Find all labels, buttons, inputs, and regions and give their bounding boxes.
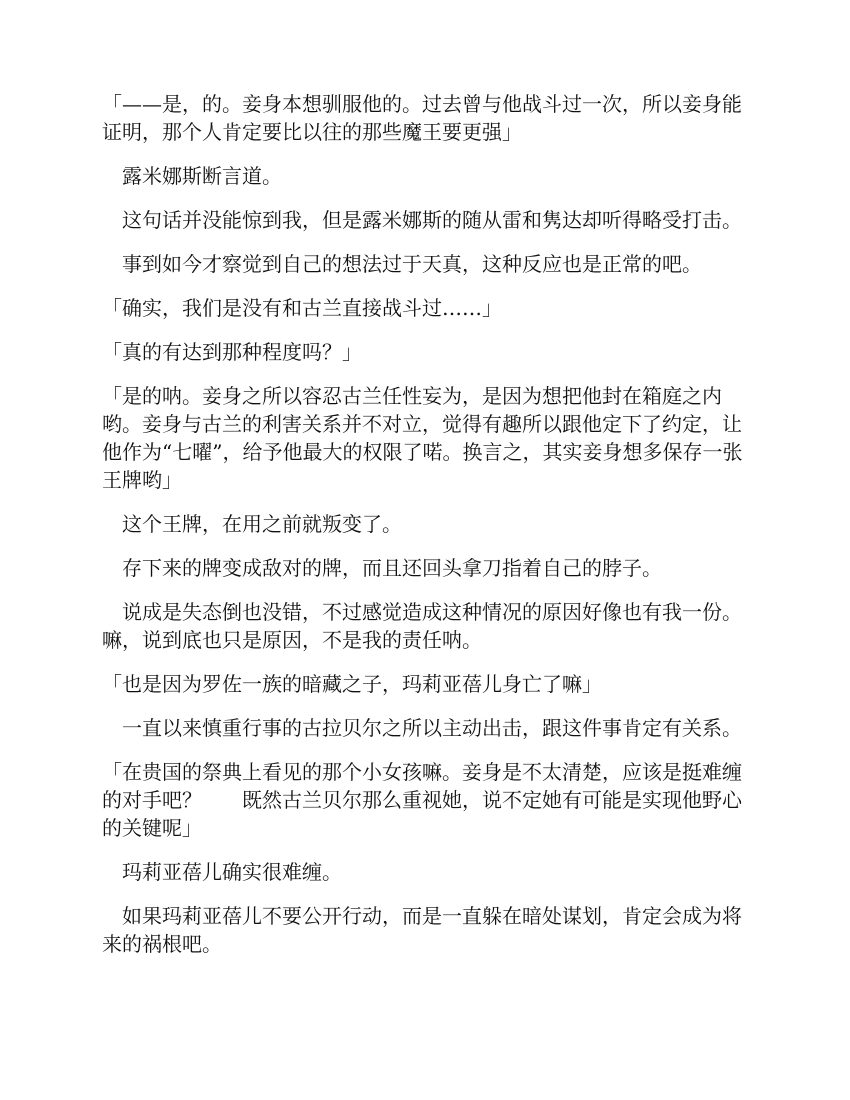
paragraph-14: 玛莉亚蓓儿确实很难缠。 [122,860,342,884]
paragraph-4: 事到如今才察觉到自己的想法过于天真，这种反应也是正常的吧。 [122,252,702,276]
paragraph-10: 说成是失态倒也没错，不过感觉造成这种情况的原因好像也有我一份。嘛，说到底也只是原因，不是我的责任呐。 [102,600,742,652]
paragraph-11: 「也是因为罗佐一族的暗藏之子，玛莉亚蓓儿身亡了嘛」 [102,672,602,696]
paragraph-13: 「在贵国的祭典上看见的那个小女孩嘛。妾身是不太清楚，应该是挺难缠的对手吧？ 既然古兰贝尔那么重视她，说不定她有可能是实现他野心的关键呢」 [102,760,742,840]
paragraph-15: 如果玛莉亚蓓儿不要公开行动，而是一直躲在暗处谋划，肯定会成为将来的祸根吧。 [102,904,742,956]
paragraph-7: 「是的呐。妾身之所以容忍古兰任性妄为，是因为想把他封在箱庭之内哟。妾身与古兰的利害关系并不对立，觉得有趣所以跟他定下了约定，让他作为“七曜”，给予他最大的权限了喏。换言之，其实妾身想多保存一张王牌哟」 [102,384,743,492]
paragraph-5: 「确实，我们是没有和古兰直接战斗过……」 [102,296,502,320]
document-page [102,90,752,974]
paragraph-12: 一直以来慎重行事的古拉贝尔之所以主动出击，跟这件事肯定有关系。 [122,716,742,740]
paragraph-2: 露米娜斯断言道。 [122,164,282,188]
paragraph-1: 「——是，的。妾身本想驯服他的。过去曾与他战斗过一次，所以妾身能证明，那个人肯定要比以往的那些魔王要更强」 [102,92,742,144]
paragraph-3: 这句话并没能惊到我，但是露米娜斯的随从雷和隽达却听得略受打击。 [122,208,742,232]
paragraph-9: 存下来的牌变成敌对的牌，而且还回头拿刀指着自己的脖子。 [122,556,662,580]
paragraph-8: 这个王牌，在用之前就叛变了。 [122,512,402,536]
paragraph-6: 「真的有达到那种程度吗？」 [102,340,362,364]
